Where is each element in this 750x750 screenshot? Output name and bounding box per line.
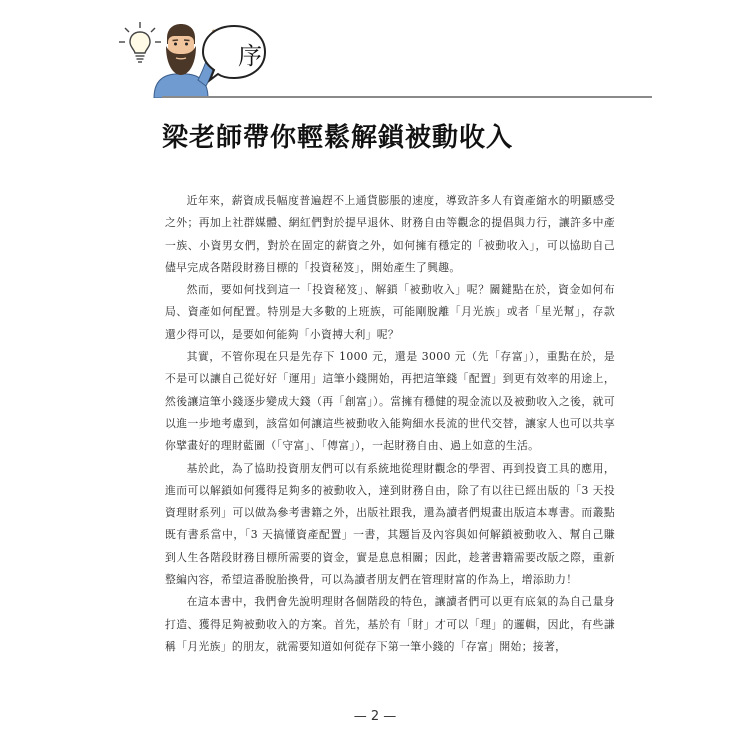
preface-badge: 序 <box>238 42 262 70</box>
page-title: 梁老師帶你輕鬆解鎖被動收入 <box>162 123 514 153</box>
page-number: — 2 — <box>353 709 397 724</box>
paragraph: 在這本書中，我們會先說明理財各個階段的特色，讓讀者們可以更有底氣的為自己量身打造、獲得足夠被動收入的方案。首先，基於有「財」才可以「理」的邏輯，因此，有些謙稱「月光族」的朋友，就需要知道如何從存下第一筆小錢的「存富」開始；接著， <box>165 595 615 653</box>
paragraph: 然而，要如何找到這一「投資秘笈」、解鎖「被動收入」呢？關鍵點在於，資金如何布局、資產如何配置。特別是大多數的上班族，可能剛脫離「月光族」或者「星光幫」，存款還少得可以，是要如何能夠「小資搏大利」呢？ <box>165 283 615 341</box>
paragraph: 近年來，薪資成長幅度普遍趕不上通貨膨脹的速度，導致許多人有資產縮水的明顯感受之外；再加上社群媒體、網紅們對於提早退休、財務自由等觀念的提倡與力行，讓許多中產一族、小資男女們，對於在固定的薪資之外，如何擁有穩定的「被動收入」，可以協助自己儘早完成各階段財務目標的「投資秘笈」，開始產生了興趣。 <box>165 194 615 274</box>
header-divider <box>162 96 652 98</box>
body-text <box>165 190 615 658</box>
paragraph: 基於此，為了協助投資朋友們可以有系統地從理財觀念的學習、再到投資工具的應用，進而可以解鎖如何獲得足夠多的被動收入，達到財務自由，除了有以往已經出版的「3 天投資理財系列」可以做為參考書籍之外，出版社跟我，還為讀者們規畫出版這本專書。而叢點既有書系當中，「3 天搞懂資產配置」一書，其題旨及內容與如何解鎖被動收入、幫自己賺到人生各階段財務目標所需要的資金，實是息息相關；因此，趁著書籍需要改版之際，重新整編內容，希望這番脫胎換骨，可以為讀者朋友們在管理財富的作為上，增添助力！ <box>165 461 615 587</box>
paragraph: 其實，不管你現在只是先存下 1000 元，還是 3000 元（先「存富」），重點在於，是不是可以讓自己從好好「運用」這筆小錢開始，再把這筆錢「配置」到更有效率的用途上，然後讓這筆小錢逐步變成大錢（再「創富」）。當擁有穩健的現金流以及被動收入之後，就可以進一步地考慮到，該當如何讓這些被動收入能夠細水長流的世代交替，讓家人也可以共享你擘畫好的理財藍圖（「守富」、「傳富」），一起財務自由、過上如意的生活。 <box>165 350 615 453</box>
header-illustration <box>118 20 278 98</box>
